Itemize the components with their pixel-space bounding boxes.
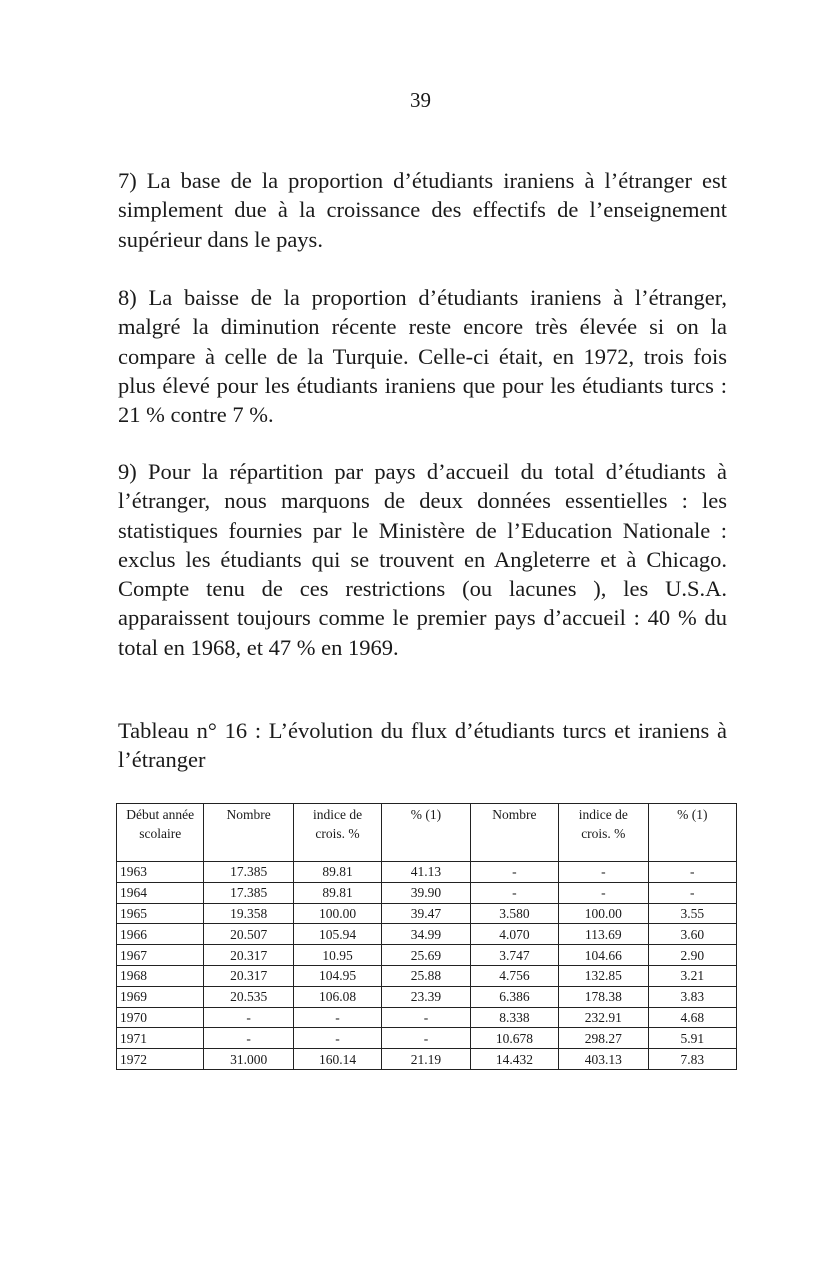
cell-growth-index-turkey: - <box>293 1007 381 1028</box>
cell-growth-index-turkey: - <box>293 1028 381 1049</box>
cell-year: 1972 <box>117 1049 204 1070</box>
table-row <box>117 986 737 1007</box>
cell-year: 1963 <box>117 862 204 883</box>
cell-year: 1966 <box>117 924 204 945</box>
cell-percent-turkey: 21.19 <box>382 1049 470 1070</box>
cell-number-turkey: 20.317 <box>204 965 293 986</box>
cell-percent-turkey: 25.69 <box>382 945 470 966</box>
cell-percent-turkey: - <box>382 1028 470 1049</box>
cell-number-turkey: 20.317 <box>204 945 293 966</box>
cell-percent-turkey: 34.99 <box>382 924 470 945</box>
cell-growth-index-turkey: 106.08 <box>293 986 381 1007</box>
cell-number-turkey: - <box>204 1028 293 1049</box>
cell-number-turkey: 17.385 <box>204 882 293 903</box>
cell-year: 1964 <box>117 882 204 903</box>
cell-growth-index-turkey: 160.14 <box>293 1049 381 1070</box>
header-percent-turkey: % (1) <box>382 804 470 862</box>
table-caption: Tableau n° 16 : L’évolution du flux d’étudiants turcs et iraniens à l’étranger <box>118 718 727 773</box>
cell-percent-iran: - <box>648 882 736 903</box>
cell-growth-index-iran: 100.00 <box>559 903 648 924</box>
cell-number-turkey: 31.000 <box>204 1049 293 1070</box>
paragraph-8: 8) La baisse de la proportion d’étudiants iraniens à l’étranger, malgré la diminution récente reste encore très élevée si on la compare à celle de la Turquie. Celle-ci était, en 1972, trois fois plus élevé pour les étudiants iraniens que pour les étudiants turcs : 21 % contre 7 %. <box>118 285 727 428</box>
cell-growth-index-turkey: 100.00 <box>293 903 381 924</box>
cell-growth-index-turkey: 10.95 <box>293 945 381 966</box>
cell-percent-iran: 3.55 <box>648 903 736 924</box>
cell-growth-index-iran: 104.66 <box>559 945 648 966</box>
cell-growth-index-turkey: 104.95 <box>293 965 381 986</box>
cell-growth-index-iran: 113.69 <box>559 924 648 945</box>
cell-number-iran: 3.747 <box>470 945 558 966</box>
cell-growth-index-iran: 232.91 <box>559 1007 648 1028</box>
cell-percent-iran: 5.91 <box>648 1028 736 1049</box>
cell-year: 1970 <box>117 1007 204 1028</box>
table-row <box>117 1049 737 1070</box>
cell-year: 1971 <box>117 1028 204 1049</box>
page-number: 39 <box>410 88 431 112</box>
cell-percent-iran: 7.83 <box>648 1049 736 1070</box>
table-row <box>117 882 737 903</box>
table-row <box>117 1007 737 1028</box>
cell-percent-iran: 3.60 <box>648 924 736 945</box>
student-flow-table <box>116 803 737 1070</box>
cell-percent-iran: 3.21 <box>648 965 736 986</box>
paragraph-9: 9) Pour la répartition par pays d’accueil du total d’étudiants à l’étranger, nous marquons de deux données essentielles : les statistiques fournies par le Ministère de l’Education Nationale : exclus les étudiants qui se trouvent en Angleterre et à Chicago. Compte tenu de ces restrictions (ou lacunes ), les U.S.A. apparaissent toujours comme le premier pays d’accueil : 40 % du total en 1968, et 47 % en 1969. <box>118 459 727 660</box>
cell-percent-iran: 3.83 <box>648 986 736 1007</box>
cell-growth-index-iran: 132.85 <box>559 965 648 986</box>
cell-number-iran: 4.070 <box>470 924 558 945</box>
table-header-row <box>117 804 737 862</box>
cell-percent-turkey: 41.13 <box>382 862 470 883</box>
cell-number-turkey: 19.358 <box>204 903 293 924</box>
cell-number-iran: 3.580 <box>470 903 558 924</box>
cell-number-iran: 4.756 <box>470 965 558 986</box>
cell-percent-iran: - <box>648 862 736 883</box>
cell-growth-index-turkey: 89.81 <box>293 882 381 903</box>
cell-year: 1967 <box>117 945 204 966</box>
cell-number-turkey: 17.385 <box>204 862 293 883</box>
cell-year: 1965 <box>117 903 204 924</box>
cell-number-iran: 6.386 <box>470 986 558 1007</box>
cell-growth-index-iran: - <box>559 862 648 883</box>
cell-percent-turkey: - <box>382 1007 470 1028</box>
cell-percent-turkey: 23.39 <box>382 986 470 1007</box>
table-row <box>117 965 737 986</box>
cell-growth-index-iran: 298.27 <box>559 1028 648 1049</box>
cell-percent-turkey: 39.90 <box>382 882 470 903</box>
cell-number-iran: 8.338 <box>470 1007 558 1028</box>
header-growth-index-turkey: indice de crois. % <box>293 804 381 862</box>
cell-number-turkey: 20.507 <box>204 924 293 945</box>
table-row <box>117 924 737 945</box>
cell-number-iran: 10.678 <box>470 1028 558 1049</box>
header-growth-index-iran: indice de crois. % <box>559 804 648 862</box>
cell-number-iran: - <box>470 882 558 903</box>
cell-percent-iran: 4.68 <box>648 1007 736 1028</box>
header-number-turkey: Nombre <box>204 804 293 862</box>
cell-growth-index-turkey: 89.81 <box>293 862 381 883</box>
paragraph-7: 7) La base de la proportion d’étudiants iraniens à l’étranger est simplement due à la croissance des effectifs de l’enseignement supérieur dans le pays. <box>118 168 727 252</box>
cell-number-turkey: 20.535 <box>204 986 293 1007</box>
cell-percent-iran: 2.90 <box>648 945 736 966</box>
table-row <box>117 1028 737 1049</box>
header-start-year: Début année scolaire <box>117 804 204 862</box>
cell-number-iran: - <box>470 862 558 883</box>
cell-number-turkey: - <box>204 1007 293 1028</box>
header-percent-iran: % (1) <box>648 804 736 862</box>
header-number-iran: Nombre <box>470 804 558 862</box>
cell-growth-index-iran: 403.13 <box>559 1049 648 1070</box>
table-row <box>117 903 737 924</box>
cell-percent-turkey: 39.47 <box>382 903 470 924</box>
cell-percent-turkey: 25.88 <box>382 965 470 986</box>
cell-growth-index-turkey: 105.94 <box>293 924 381 945</box>
table-row <box>117 945 737 966</box>
cell-number-iran: 14.432 <box>470 1049 558 1070</box>
table-body <box>117 862 737 1070</box>
cell-year: 1969 <box>117 986 204 1007</box>
cell-growth-index-iran: - <box>559 882 648 903</box>
cell-growth-index-iran: 178.38 <box>559 986 648 1007</box>
table-row <box>117 862 737 883</box>
cell-year: 1968 <box>117 965 204 986</box>
